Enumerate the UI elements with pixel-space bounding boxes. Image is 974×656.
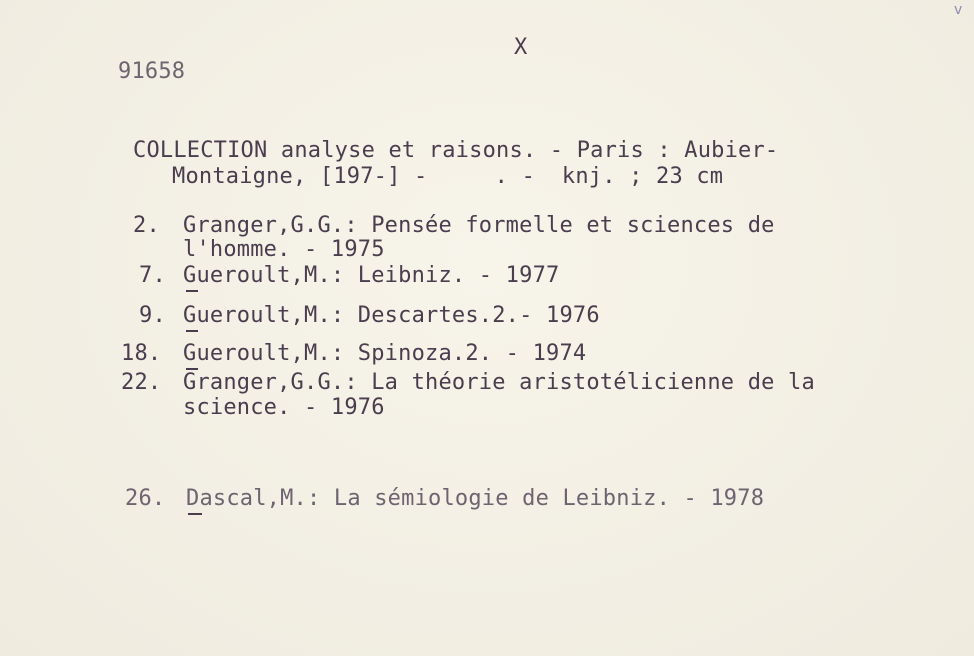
entry-title-continued: science. - 1976 bbox=[183, 395, 385, 420]
author-underline bbox=[186, 330, 198, 332]
entry-number: 9. bbox=[139, 303, 166, 328]
corner-check-mark: v bbox=[954, 2, 963, 18]
entry-number: 7. bbox=[139, 263, 166, 288]
entry-number: 26. bbox=[125, 486, 166, 511]
entry-title: Granger,G.G.: La théorie aristotélicienne de la bbox=[183, 370, 815, 395]
collection-line-2: Montaigne, [197-] - . - knj. ; 23 cm bbox=[172, 164, 724, 189]
entry-title: Gueroult,M.: Leibniz. - 1977 bbox=[183, 263, 560, 288]
entry-title: Gueroult,M.: Spinoza.2. - 1974 bbox=[183, 341, 587, 366]
entry-number: 22. bbox=[121, 370, 162, 395]
accession-number: 91658 bbox=[118, 59, 186, 84]
author-underline bbox=[186, 290, 198, 292]
top-mark: X bbox=[514, 35, 528, 60]
entry-number: 18. bbox=[121, 341, 162, 366]
author-underline bbox=[188, 513, 202, 515]
entry-title-continued: l'homme. - 1975 bbox=[183, 237, 385, 262]
entry-title: Dascal,M.: La sémiologie de Leibniz. - 1978 bbox=[186, 486, 765, 511]
entry-number: 2. bbox=[133, 213, 160, 238]
entry-title: Gueroult,M.: Descartes.2.- 1976 bbox=[183, 303, 600, 328]
entry-title: Granger,G.G.: Pensée formelle et sciences de bbox=[183, 213, 775, 238]
collection-line-1: COLLECTION analyse et raisons. - Paris : Aubier- bbox=[133, 138, 779, 163]
